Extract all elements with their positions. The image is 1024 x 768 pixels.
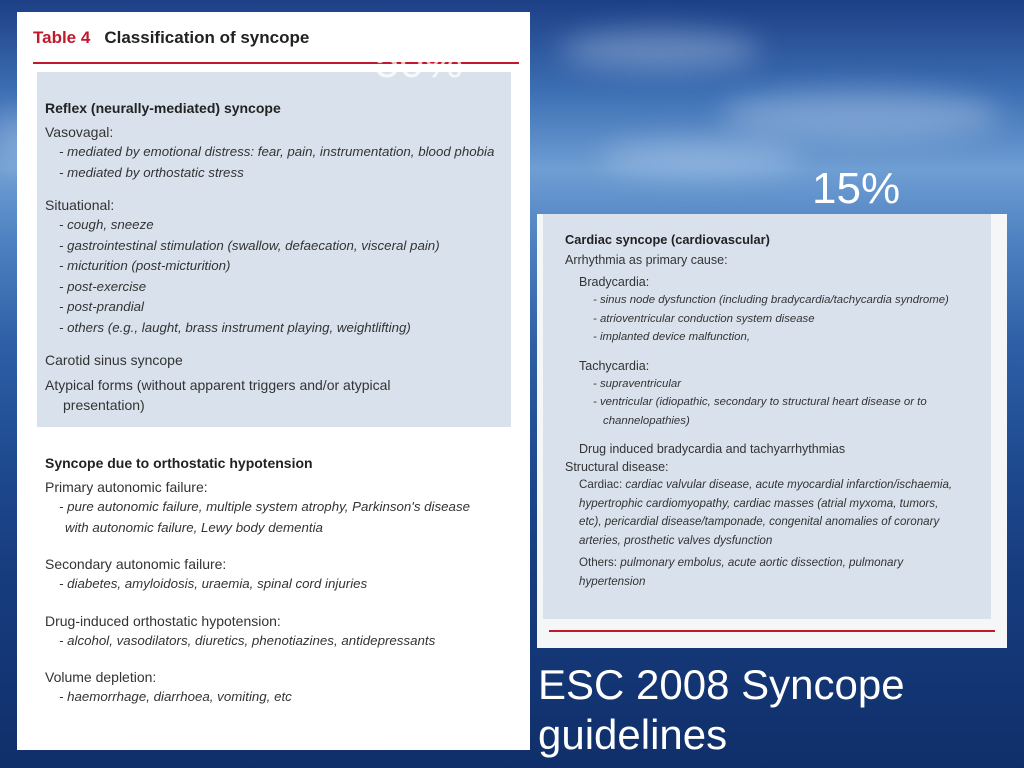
bradycardia-label: Bradycardia: [579, 275, 650, 289]
atypical-forms-continued: presentation) [63, 397, 145, 413]
arrhythmia-label: Arrhythmia as primary cause: [565, 253, 728, 267]
cardiac-structural-text: hypertrophic cardiomyopathy, cardiac masses (atrial myxoma, tumors, [579, 496, 939, 510]
cardiac-structural-text: arteries, prosthetic valves dysfunction [579, 533, 773, 547]
vasovagal-label: Vasovagal: [45, 124, 114, 140]
list-item: - diabetes, amyloidosis, uraemia, spinal cord injuries [59, 576, 368, 591]
list-item: - implanted device malfunction, [593, 331, 751, 343]
others-prefix: Others: [579, 556, 618, 569]
situational-label: Situational: [45, 197, 115, 213]
background-cloud [560, 30, 760, 70]
carotid-sinus-label: Carotid sinus syncope [45, 352, 183, 368]
table-title-text: Classification of syncope [104, 28, 310, 47]
list-item: - mediated by emotional distress: fear, pain, instrumentation, blood phobia [59, 144, 495, 159]
list-item: - ventricular (idiopathic, secondary to structural heart disease or to [593, 396, 927, 408]
list-item: - post-prandial [59, 299, 144, 314]
cardiac-heading: Cardiac syncope (cardiovascular) [565, 232, 770, 247]
drug-induced-label: Drug-induced orthostatic hypotension: [45, 612, 281, 629]
others-text: pulmonary embolus, acute aortic dissection, pulmonary [620, 556, 904, 569]
orthostatic-heading: Syncope due to orthostatic hypotension [45, 455, 313, 471]
volume-depletion-label: Volume depletion: [45, 669, 157, 685]
cardiac-percentage: 15% [812, 164, 901, 213]
list-item: - others (e.g., laught, brass instrument playing, weightlifting) [59, 319, 411, 335]
cardiac-prefix: Cardiac: [579, 478, 623, 491]
table-card-right [537, 214, 1007, 648]
tachycardia-label: Tachycardia: [579, 358, 650, 373]
others-line [565, 554, 991, 573]
list-item: - alcohol, vasodilators, diuretics, phenotiazines, antidepressants [59, 632, 436, 648]
cardiac-syncope-panel [543, 214, 991, 619]
secondary-failure-label: Secondary autonomic failure: [45, 556, 227, 572]
background-cloud [600, 140, 800, 175]
cardiac-structural-text: etc), pericardial disease/tamponade, congenital anomalies of coronary [579, 515, 940, 528]
reflex-percentage: 50% [375, 38, 464, 87]
others-text-continued: hypertension [579, 574, 646, 588]
cardiac-structural-line [565, 476, 991, 495]
list-item-continued: channelopathies) [603, 414, 690, 427]
structural-disease-label: Structural disease: [565, 460, 669, 474]
list-item: - mediated by orthostatic stress [59, 164, 244, 180]
table-number: Table 4 [33, 28, 91, 47]
bottom-rule [549, 630, 995, 632]
atypical-forms-label: Atypical forms (without apparent triggers and/or atypical [45, 377, 391, 393]
table-title [33, 28, 309, 48]
primary-failure-label: Primary autonomic failure: [45, 479, 208, 495]
list-item: - haemorrhage, diarrhoea, vomiting, etc [59, 689, 292, 704]
cardiac-structural-text: cardiac valvular disease, acute myocardial infarction/ischaemia, [625, 478, 953, 491]
slide-caption: ESC 2008 Syncope guidelines [538, 661, 905, 758]
list-item: - cough, sneeze [59, 217, 154, 232]
reflex-syncope-panel [37, 72, 511, 427]
list-item: - gastrointestinal stimulation (swallow, defaecation, visceral pain) [59, 237, 440, 253]
orthostatic-syncope-panel [37, 427, 511, 750]
list-item: - atrioventricular conduction system disease [593, 312, 815, 325]
list-item-continued: with autonomic failure, Lewy body dementia [65, 519, 323, 535]
background-cloud [720, 90, 1000, 140]
reflex-heading: Reflex (neurally-mediated) syncope [45, 100, 281, 116]
table-card-left [17, 12, 530, 750]
list-item: - micturition (post-micturition) [59, 258, 231, 273]
list-item: - pure autonomic failure, multiple system atrophy, Parkinson's disease [59, 499, 470, 514]
list-item: - supraventricular [593, 377, 681, 390]
list-item: - post-exercise [59, 278, 147, 294]
drug-induced-arrhythmia-label: Drug induced bradycardia and tachyarrhythmias [579, 442, 846, 456]
list-item: - sinus node dysfunction (including bradycardia/tachycardia syndrome) [593, 294, 949, 306]
